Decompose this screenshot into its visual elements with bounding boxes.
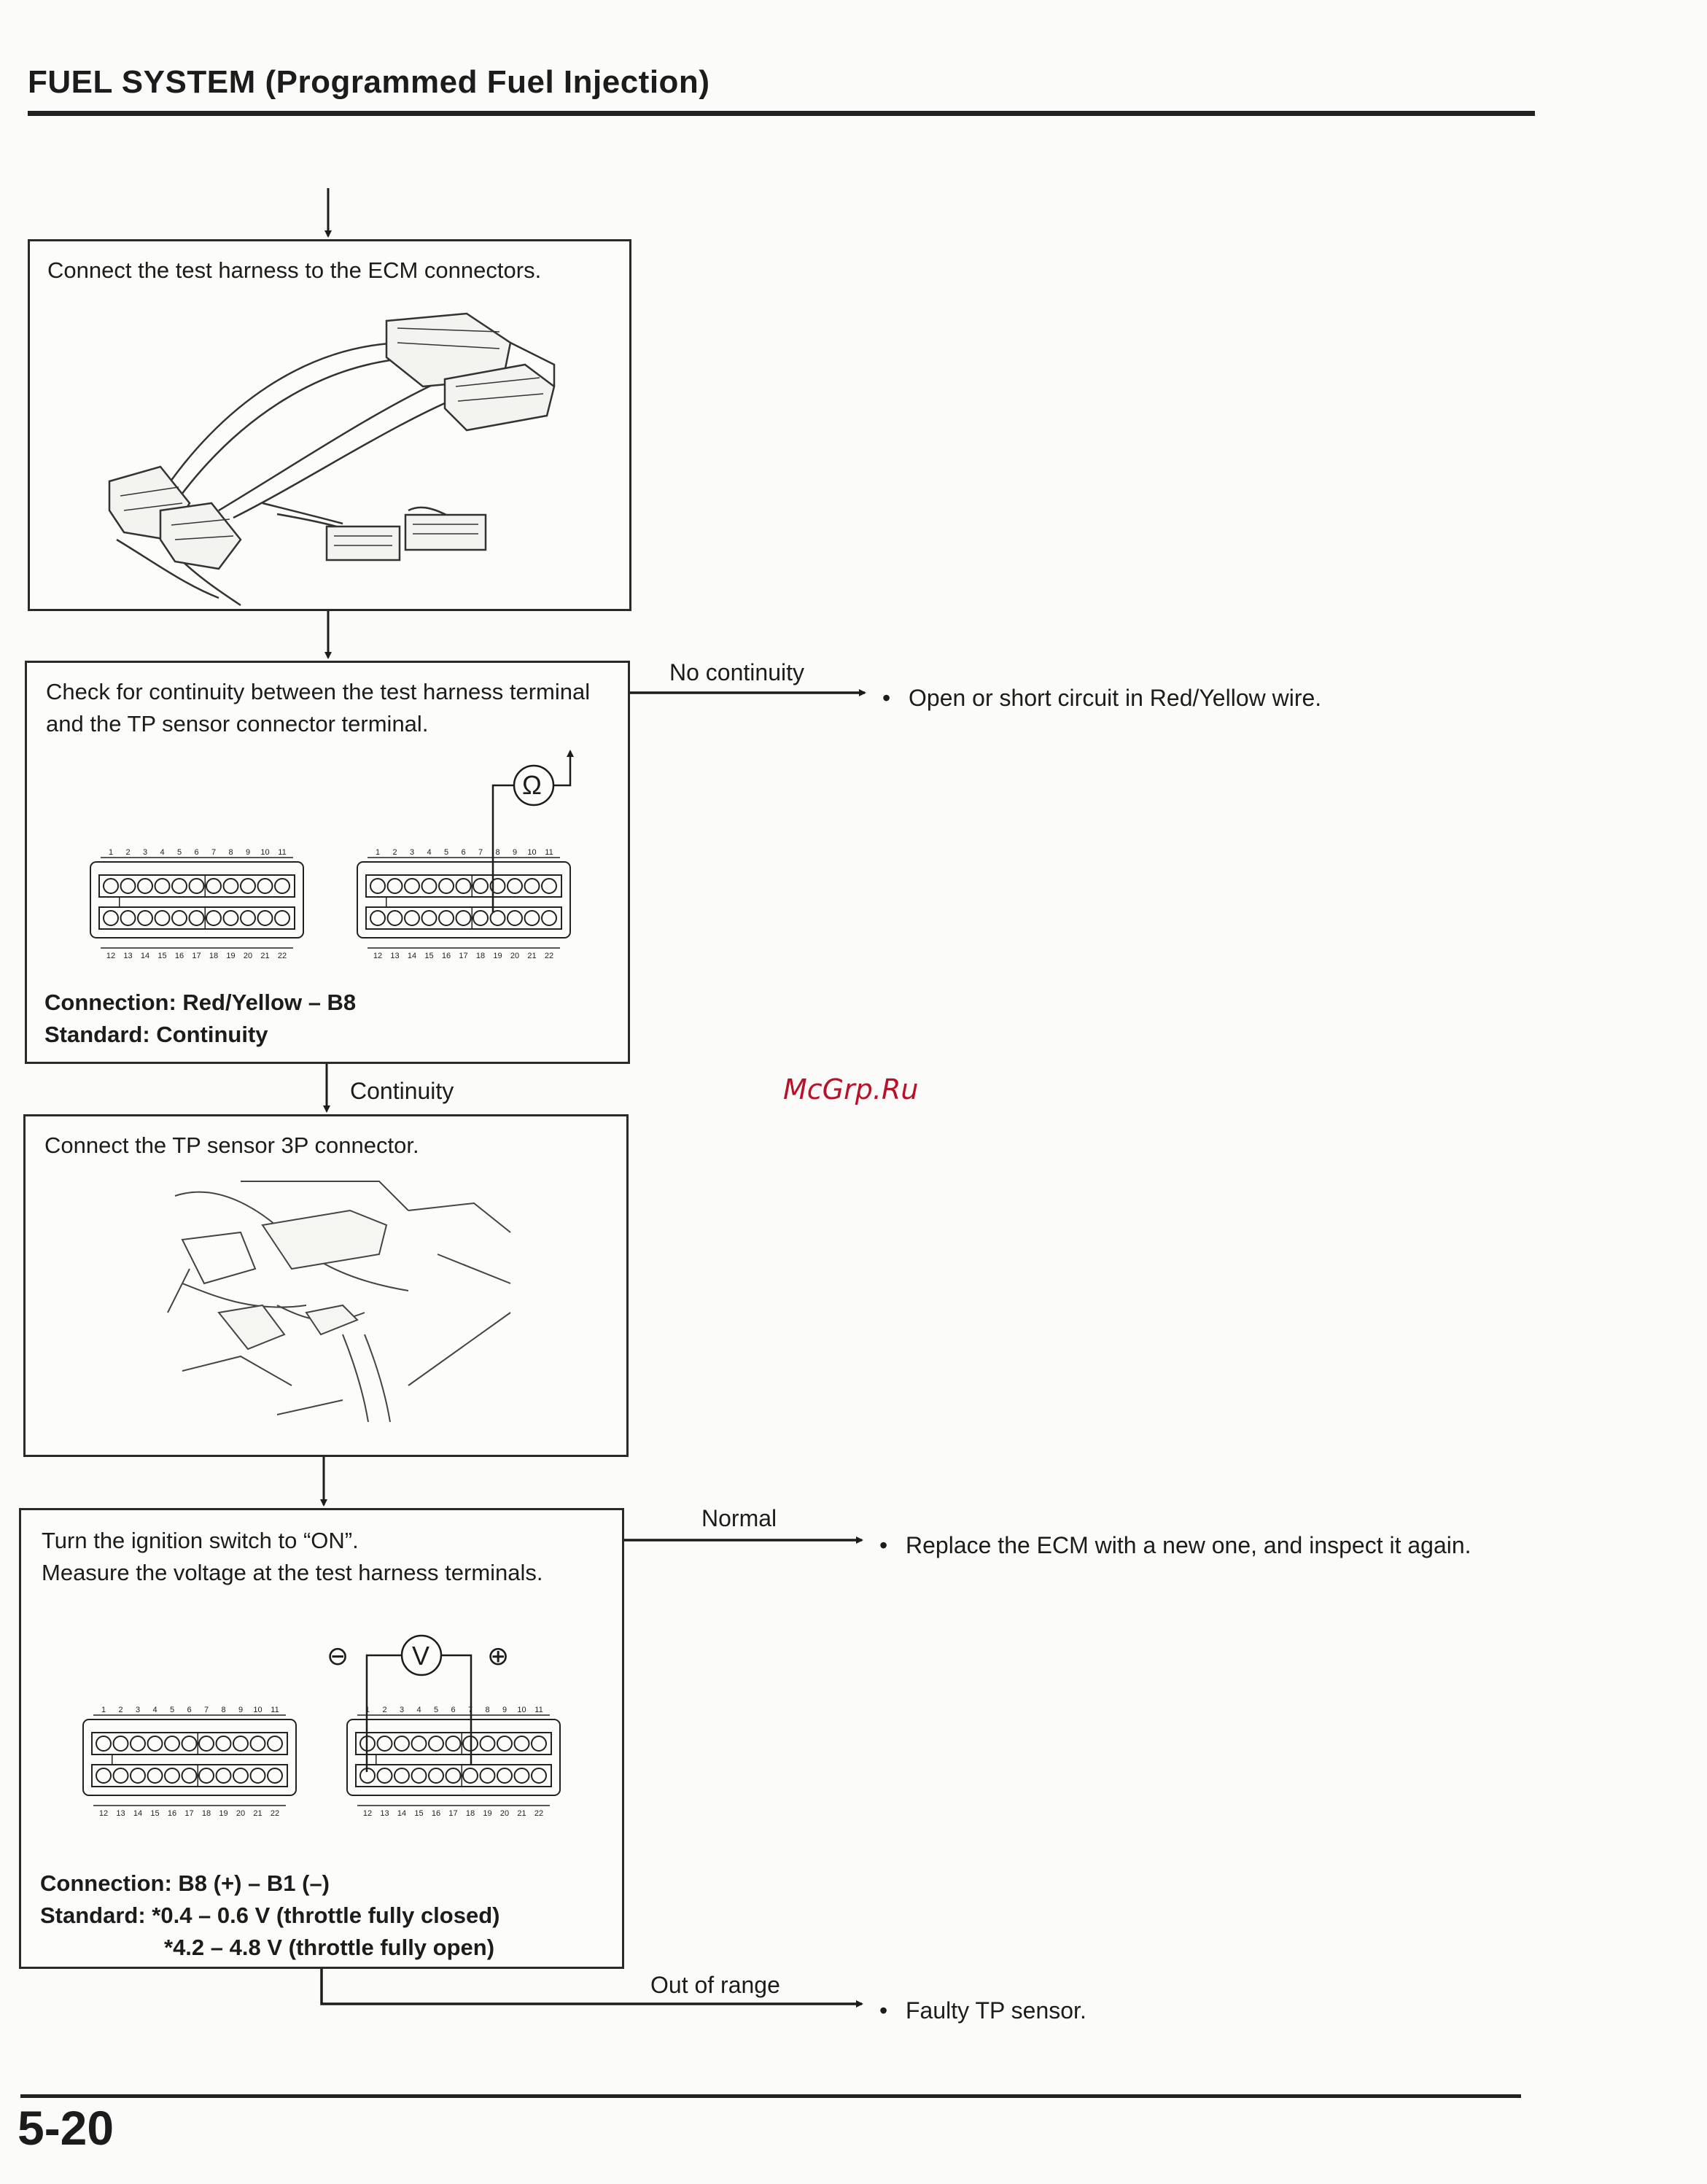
pin-number-bottom: 12 xyxy=(362,1809,373,1818)
pin-number-top: 10 xyxy=(253,1706,263,1714)
pin-top xyxy=(165,1736,179,1751)
branch-arrow-out-of-range xyxy=(322,1969,862,2004)
pin-bottom xyxy=(172,911,187,925)
pin-top xyxy=(456,879,471,893)
pin-number-bottom: 20 xyxy=(499,1809,510,1818)
pin-top xyxy=(96,1736,111,1751)
result-faulty-tp: Faulty TP sensor. xyxy=(906,1997,1086,2024)
pin-bottom xyxy=(233,1768,248,1783)
pin-number-top: 11 xyxy=(545,848,553,857)
pin-number-top: 11 xyxy=(271,1706,279,1714)
pin-top xyxy=(190,879,204,893)
pin-number-bottom: 16 xyxy=(441,952,451,960)
pin-top xyxy=(422,879,437,893)
pin-number-top: 8 xyxy=(221,1706,226,1714)
pin-number-bottom: 22 xyxy=(534,1809,544,1818)
pin-number-top: 6 xyxy=(194,848,199,857)
pin-top xyxy=(275,879,289,893)
pin-bottom xyxy=(96,1768,111,1783)
pin-bottom xyxy=(275,911,289,925)
pin-bottom xyxy=(532,1768,546,1783)
pin-top xyxy=(515,1736,529,1751)
pin-top xyxy=(155,879,170,893)
pin-bottom xyxy=(138,911,152,925)
pin-number-top: 4 xyxy=(416,1706,421,1714)
step-text: Connect the TP sensor 3P connector. xyxy=(44,1132,419,1158)
pin-bottom xyxy=(473,911,488,925)
pin-top xyxy=(497,1736,512,1751)
pin-number-top: 4 xyxy=(152,1706,158,1714)
pin-bottom xyxy=(206,911,221,925)
pin-number-top: 5 xyxy=(443,848,449,857)
voltmeter-label: V xyxy=(412,1641,430,1671)
pin-number-top: 7 xyxy=(203,1706,209,1714)
pin-number-bottom: 20 xyxy=(243,952,253,960)
pin-top xyxy=(429,1736,443,1751)
tp-sensor-illustration xyxy=(168,1181,510,1422)
pin-top xyxy=(439,879,454,893)
pin-number-top: 2 xyxy=(125,848,131,857)
pin-bottom xyxy=(217,1768,231,1783)
pin-number-top: 10 xyxy=(517,1706,526,1714)
pin-number-top: 1 xyxy=(101,1706,106,1714)
pin-number-top: 2 xyxy=(118,1706,123,1714)
pin-bottom xyxy=(148,1768,163,1783)
pin-number-top: 4 xyxy=(160,848,165,857)
connector-diagrams xyxy=(83,848,570,1818)
pin-bottom xyxy=(429,1768,443,1783)
pin-number-top: 5 xyxy=(176,848,182,857)
pin-bottom xyxy=(394,1768,409,1783)
pin-bottom xyxy=(463,1768,478,1783)
pin-bottom xyxy=(412,1768,427,1783)
pin-number-top: 10 xyxy=(527,848,537,857)
pin-number-bottom: 22 xyxy=(277,952,287,960)
pin-top xyxy=(241,879,255,893)
pin-top xyxy=(525,879,540,893)
test-harness-illustration xyxy=(109,314,554,605)
pin-number-top: 8 xyxy=(228,848,233,857)
pin-number-bottom: 21 xyxy=(253,1809,263,1818)
pin-number-bottom: 17 xyxy=(448,1809,458,1818)
result-open-short-bullet: • xyxy=(882,685,891,711)
page-title: FUEL SYSTEM (Programmed Fuel Injection) xyxy=(28,64,710,100)
pin-top xyxy=(378,1736,392,1751)
pin-bottom xyxy=(378,1768,392,1783)
pin-top xyxy=(394,1736,409,1751)
pin-number-top: 5 xyxy=(433,1706,439,1714)
connector-body xyxy=(83,1719,296,1795)
pin-bottom xyxy=(121,911,136,925)
pin-bottom xyxy=(258,911,273,925)
pin-number-bottom: 13 xyxy=(123,952,133,960)
standard-spec: Standard: Continuity xyxy=(44,1022,268,1047)
connection-spec: Connection: Red/Yellow – B8 xyxy=(44,990,357,1015)
pin-bottom xyxy=(388,911,403,925)
branch-label-no-continuity: No continuity xyxy=(669,659,804,685)
connector-22p xyxy=(357,848,570,960)
pin-bottom xyxy=(525,911,540,925)
pin-number-bottom: 14 xyxy=(133,1809,143,1818)
pin-number-top: 3 xyxy=(399,1706,405,1714)
pin-top xyxy=(206,879,221,893)
pin-number-bottom: 15 xyxy=(150,1809,160,1818)
pin-top xyxy=(233,1736,248,1751)
pin-number-top: 9 xyxy=(245,848,251,857)
pin-top xyxy=(138,879,152,893)
pin-number-bottom: 15 xyxy=(414,1809,424,1818)
pin-number-top: 6 xyxy=(461,848,466,857)
plus-terminal-symbol: ⊕ xyxy=(487,1641,510,1671)
pin-number-top: 2 xyxy=(382,1706,387,1714)
pin-top xyxy=(405,879,419,893)
pin-number-bottom: 17 xyxy=(184,1809,194,1818)
pin-top xyxy=(473,879,488,893)
pin-top xyxy=(148,1736,163,1751)
pin-top xyxy=(224,879,238,893)
pin-bottom xyxy=(114,1768,128,1783)
pin-number-bottom: 22 xyxy=(544,952,554,960)
pin-number-top: 7 xyxy=(467,1706,473,1714)
pin-number-bottom: 12 xyxy=(373,952,383,960)
result-replace-ecm-bullet: • xyxy=(879,1532,888,1558)
pin-number-bottom: 19 xyxy=(219,1809,228,1818)
pin-bottom xyxy=(497,1768,512,1783)
pin-number-bottom: 15 xyxy=(158,952,167,960)
pin-number-top: 3 xyxy=(142,848,148,857)
watermark: McGrp.Ru xyxy=(783,1073,919,1105)
pin-bottom xyxy=(508,911,522,925)
pin-number-top: 6 xyxy=(187,1706,192,1714)
pin-bottom xyxy=(542,911,556,925)
pin-number-top: 11 xyxy=(534,1706,543,1714)
pin-top xyxy=(370,879,385,893)
pin-bottom xyxy=(131,1768,145,1783)
step-text: Check for continuity between the test harness terminal and the TP sensor connector terminal. xyxy=(46,679,591,737)
pin-top xyxy=(412,1736,427,1751)
pin-top xyxy=(532,1736,546,1751)
pin-number-top: 8 xyxy=(495,848,500,857)
pin-number-bottom: 13 xyxy=(390,952,400,960)
pin-number-bottom: 12 xyxy=(98,1809,109,1818)
pin-number-top: 7 xyxy=(478,848,483,857)
pin-number-bottom: 12 xyxy=(106,952,116,960)
branch-label-normal: Normal xyxy=(701,1505,777,1531)
pin-number-bottom: 20 xyxy=(510,952,520,960)
pin-number-bottom: 16 xyxy=(167,1809,177,1818)
pin-bottom xyxy=(190,911,204,925)
pin-bottom xyxy=(515,1768,529,1783)
pin-number-bottom: 19 xyxy=(226,952,236,960)
result-replace-ecm: Replace the ECM with a new one, and inspect it again. xyxy=(906,1532,1471,1558)
pin-top xyxy=(258,879,273,893)
pin-bottom xyxy=(165,1768,179,1783)
connector-22p xyxy=(83,1706,296,1818)
page-number: 5-20 xyxy=(18,2101,114,2155)
pin-number-top: 6 xyxy=(451,1706,456,1714)
pin-number-top: 5 xyxy=(169,1706,175,1714)
pin-bottom xyxy=(491,911,505,925)
pin-bottom xyxy=(370,911,385,925)
pin-bottom xyxy=(199,1768,214,1783)
pin-number-top: 9 xyxy=(502,1706,508,1714)
ohmmeter-label: Ω xyxy=(522,770,542,800)
pin-number-bottom: 19 xyxy=(483,1809,492,1818)
pin-number-bottom: 17 xyxy=(459,952,468,960)
pin-top xyxy=(446,1736,461,1751)
pin-number-top: 1 xyxy=(365,1706,370,1714)
standard-spec-line1: Standard: *0.4 – 0.6 V (throttle fully closed) xyxy=(40,1903,500,1928)
step-text-line1: Turn the ignition switch to “ON”. xyxy=(42,1528,359,1553)
pin-top xyxy=(114,1736,128,1751)
pin-number-bottom: 21 xyxy=(527,952,537,960)
pin-number-bottom: 18 xyxy=(201,1809,211,1818)
pin-number-bottom: 13 xyxy=(380,1809,389,1818)
pin-bottom xyxy=(104,911,118,925)
footer-rule xyxy=(20,2094,1521,2098)
pin-bottom xyxy=(268,1768,282,1783)
pin-number-bottom: 19 xyxy=(493,952,502,960)
pin-number-bottom: 13 xyxy=(116,1809,125,1818)
pin-number-top: 10 xyxy=(260,848,270,857)
connector-22p xyxy=(90,848,303,960)
pin-top xyxy=(481,1736,495,1751)
pin-number-top: 1 xyxy=(108,848,114,857)
pin-number-bottom: 16 xyxy=(174,952,184,960)
pin-top xyxy=(542,879,556,893)
pin-bottom xyxy=(422,911,437,925)
pin-number-top: 3 xyxy=(409,848,415,857)
connector-body xyxy=(357,862,570,938)
pin-number-top: 1 xyxy=(375,848,381,857)
pin-number-bottom: 21 xyxy=(517,1809,526,1818)
pin-number-top: 9 xyxy=(512,848,518,857)
standard-spec-line2: *4.2 – 4.8 V (throttle fully open) xyxy=(164,1935,495,1960)
pin-bottom xyxy=(405,911,419,925)
pin-top xyxy=(199,1736,214,1751)
pin-number-top: 3 xyxy=(135,1706,141,1714)
step-text: Connect the test harness to the ECM connectors. xyxy=(47,257,542,283)
pin-top xyxy=(251,1736,265,1751)
connector-body xyxy=(347,1719,560,1795)
pin-bottom xyxy=(456,911,471,925)
pin-bottom xyxy=(241,911,255,925)
connector-body xyxy=(90,862,303,938)
pin-number-top: 8 xyxy=(485,1706,490,1714)
pin-number-bottom: 14 xyxy=(397,1809,407,1818)
pin-number-bottom: 20 xyxy=(236,1809,246,1818)
branch-label-continuity: Continuity xyxy=(350,1078,454,1104)
connection-spec: Connection: B8 (+) – B1 (–) xyxy=(40,1870,330,1896)
pin-top xyxy=(182,1736,197,1751)
pin-bottom xyxy=(446,1768,461,1783)
branch-label-out-of-range: Out of range xyxy=(650,1972,780,1998)
pin-number-bottom: 18 xyxy=(209,952,219,960)
pin-top xyxy=(388,879,403,893)
pin-bottom xyxy=(182,1768,197,1783)
pin-number-bottom: 14 xyxy=(407,952,417,960)
pin-number-bottom: 14 xyxy=(140,952,150,960)
pin-top xyxy=(268,1736,282,1751)
pin-number-bottom: 21 xyxy=(260,952,270,960)
pin-number-bottom: 16 xyxy=(431,1809,441,1818)
pin-number-bottom: 15 xyxy=(424,952,434,960)
pin-number-bottom: 18 xyxy=(465,1809,475,1818)
pin-number-top: 9 xyxy=(238,1706,244,1714)
result-open-short: Open or short circuit in Red/Yellow wire. xyxy=(909,685,1322,711)
pin-top xyxy=(104,879,118,893)
pin-number-bottom: 22 xyxy=(270,1809,280,1818)
pin-bottom xyxy=(251,1768,265,1783)
minus-terminal-symbol: ⊖ xyxy=(327,1641,349,1671)
pin-bottom xyxy=(224,911,238,925)
pin-bottom xyxy=(439,911,454,925)
pin-number-top: 4 xyxy=(427,848,432,857)
pin-top xyxy=(172,879,187,893)
pin-number-top: 11 xyxy=(278,848,287,857)
pin-number-bottom: 17 xyxy=(192,952,201,960)
result-faulty-tp-bullet: • xyxy=(879,1997,888,2024)
pin-number-bottom: 18 xyxy=(475,952,486,960)
connector-22p xyxy=(347,1706,560,1818)
pin-top xyxy=(508,879,522,893)
step-text-line2: Measure the voltage at the test harness terminals. xyxy=(42,1560,543,1585)
pin-number-top: 2 xyxy=(392,848,397,857)
pin-top xyxy=(131,1736,145,1751)
pin-top xyxy=(217,1736,231,1751)
pin-number-top: 7 xyxy=(211,848,217,857)
pin-bottom xyxy=(481,1768,495,1783)
pin-bottom xyxy=(155,911,170,925)
pin-top xyxy=(121,879,136,893)
